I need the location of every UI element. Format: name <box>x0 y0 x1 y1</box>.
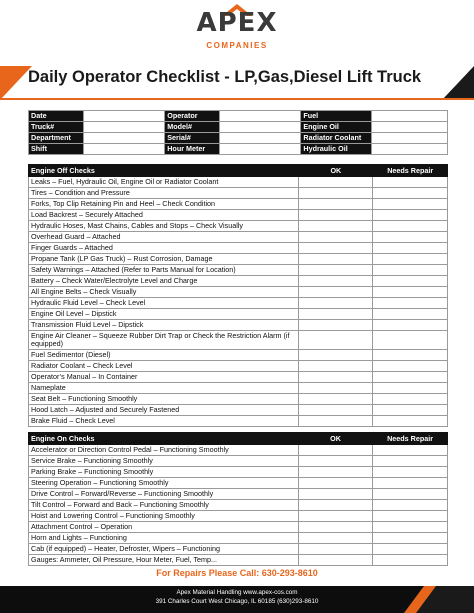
ok-checkbox-cell[interactable] <box>299 210 373 221</box>
ok-checkbox-cell[interactable] <box>299 394 373 405</box>
checklist-item-label: Finger Guards – Attached <box>29 243 299 254</box>
checklist-item-label: Leaks – Fuel, Hydraulic Oil, Engine Oil or Radiator Coolant <box>29 177 299 188</box>
checklist-item-label: Transmission Fluid Level – Dipstick <box>29 320 299 331</box>
info-label: Hydraulic Oil <box>301 144 372 155</box>
info-row <box>29 122 448 133</box>
checklist-row <box>29 350 448 361</box>
needs-repair-checkbox-cell[interactable] <box>373 199 448 210</box>
ok-checkbox-cell[interactable] <box>299 177 373 188</box>
ok-checkbox-cell[interactable] <box>298 533 372 544</box>
checklist-row <box>29 254 448 265</box>
needs-repair-column-header: Needs Repair <box>373 433 448 445</box>
info-entry-field[interactable] <box>372 122 448 133</box>
needs-repair-checkbox-cell[interactable] <box>373 394 448 405</box>
info-label: Model# <box>165 122 219 133</box>
checklist-item-label: Horn and Lights – Functioning <box>29 533 299 544</box>
info-label: Department <box>29 133 84 144</box>
ok-checkbox-cell[interactable] <box>299 383 373 394</box>
checklist-row <box>29 456 448 467</box>
ok-checkbox-cell[interactable] <box>298 489 372 500</box>
needs-repair-checkbox-cell[interactable] <box>373 331 448 350</box>
checklist-row <box>29 416 448 427</box>
ok-checkbox-cell[interactable] <box>299 287 373 298</box>
checklist-row <box>29 320 448 331</box>
checklist-item-label: Tires – Condition and Pressure <box>29 188 299 199</box>
checklist-item-label: Drive Control – Forward/Reverse – Functioning Smoothly <box>29 489 299 500</box>
ok-checkbox-cell[interactable] <box>298 445 372 456</box>
checklist-item-label: Overhead Guard – Attached <box>29 232 299 243</box>
footer-address-line: 391 Charles Court West Chicago, IL 60185 (630)293-8610 <box>155 598 319 605</box>
info-row <box>29 144 448 155</box>
info-label: Radiator Coolant <box>301 133 372 144</box>
info-row <box>29 111 448 122</box>
checklist-item-label: Load Backrest – Securely Attached <box>29 210 299 221</box>
engine-off-header: Engine Off Checks <box>29 165 299 177</box>
checklist-row <box>29 489 448 500</box>
ok-checkbox-cell[interactable] <box>299 298 373 309</box>
ok-checkbox-cell[interactable] <box>299 350 373 361</box>
checklist-item-label: Safety Warnings – Attached (Refer to Parts Manual for Location) <box>29 265 299 276</box>
info-label: Serial# <box>165 133 219 144</box>
engine-on-header: Engine On Checks <box>29 433 299 445</box>
needs-repair-column-header: Needs Repair <box>373 165 448 177</box>
needs-repair-checkbox-cell[interactable] <box>373 265 448 276</box>
checklist-item-label: Service Brake – Functioning Smoothly <box>29 456 299 467</box>
checklist-row <box>29 199 448 210</box>
engine-off-table <box>28 164 448 427</box>
logo-subtitle: COMPANIES <box>206 41 268 50</box>
checklist-item-label: Tilt Control – Forward and Back – Functioning Smoothly <box>29 500 299 511</box>
checklist-row <box>29 467 448 478</box>
info-label: Fuel <box>301 111 372 122</box>
checklist-item-label: Parking Brake – Functioning Smoothly <box>29 467 299 478</box>
info-entry-field[interactable] <box>83 133 165 144</box>
needs-repair-checkbox-cell[interactable] <box>373 298 448 309</box>
checklist-row <box>29 522 448 533</box>
needs-repair-checkbox-cell[interactable] <box>373 533 448 544</box>
needs-repair-checkbox-cell[interactable] <box>373 221 448 232</box>
checklist-row <box>29 445 448 456</box>
logo <box>0 0 474 56</box>
checklist-row <box>29 478 448 489</box>
checklist-row <box>29 511 448 522</box>
needs-repair-checkbox-cell[interactable] <box>373 350 448 361</box>
info-entry-field[interactable] <box>219 133 301 144</box>
needs-repair-checkbox-cell[interactable] <box>373 309 448 320</box>
needs-repair-checkbox-cell[interactable] <box>373 383 448 394</box>
needs-repair-checkbox-cell[interactable] <box>373 276 448 287</box>
info-label: Engine Oil <box>301 122 372 133</box>
checklist-item-label: Fuel Sedimentor (Diesel) <box>29 350 299 361</box>
repair-call-line: For Repairs Please Call: 630-293-8610 <box>156 568 318 578</box>
checklist-row <box>29 276 448 287</box>
needs-repair-checkbox-cell[interactable] <box>373 320 448 331</box>
checklist-row <box>29 533 448 544</box>
needs-repair-checkbox-cell[interactable] <box>373 445 448 456</box>
ok-checkbox-cell[interactable] <box>299 361 373 372</box>
info-entry-field[interactable] <box>372 111 448 122</box>
checklist-row <box>29 361 448 372</box>
ok-checkbox-cell[interactable] <box>299 265 373 276</box>
ok-column-header: OK <box>299 165 373 177</box>
needs-repair-checkbox-cell[interactable] <box>373 500 448 511</box>
needs-repair-checkbox-cell[interactable] <box>373 361 448 372</box>
checklist-row <box>29 372 448 383</box>
checklist-item-label: Operator’s Manual – In Container <box>29 372 299 383</box>
info-label: Truck# <box>29 122 84 133</box>
checklist-row <box>29 188 448 199</box>
checklist-item-label: Nameplate <box>29 383 299 394</box>
checklist-row <box>29 232 448 243</box>
info-label: Operator <box>165 111 219 122</box>
needs-repair-checkbox-cell[interactable] <box>373 210 448 221</box>
checklist-item-label: Steering Operation – Functioning Smoothly <box>29 478 299 489</box>
ok-checkbox-cell[interactable] <box>298 544 372 555</box>
checklist-row <box>29 265 448 276</box>
info-entry-field[interactable] <box>219 144 301 155</box>
checklist-item-label: Attachment Control – Operation <box>29 522 299 533</box>
engine-on-table <box>28 432 448 566</box>
checklist-row <box>29 243 448 254</box>
needs-repair-checkbox-cell[interactable] <box>373 456 448 467</box>
ok-column-header: OK <box>298 433 372 445</box>
info-entry-field[interactable] <box>83 144 165 155</box>
ok-checkbox-cell[interactable] <box>299 254 373 265</box>
ok-checkbox-cell[interactable] <box>299 232 373 243</box>
checklist-item-label: Seat Belt – Functioning Smoothly <box>29 394 299 405</box>
checklist-item-label: Accelerator or Direction Control Pedal – Functioning Smoothly <box>29 445 299 456</box>
checklist-row <box>29 555 448 566</box>
ok-checkbox-cell[interactable] <box>299 331 373 350</box>
checklist-item-label: Gauges: Ammeter, Oil Pressure, Hour Meter, Fuel, Temp... <box>29 555 299 566</box>
ok-checkbox-cell[interactable] <box>298 522 372 533</box>
ok-checkbox-cell[interactable] <box>299 372 373 383</box>
needs-repair-checkbox-cell[interactable] <box>373 555 448 566</box>
ok-checkbox-cell[interactable] <box>298 555 372 566</box>
checklist-row <box>29 221 448 232</box>
ok-checkbox-cell[interactable] <box>298 511 372 522</box>
checklist-item-label: Cab (if equipped) – Heater, Defroster, Wipers – Functioning <box>29 544 299 555</box>
checklist-row <box>29 287 448 298</box>
checklist-row <box>29 331 448 350</box>
info-entry-field[interactable] <box>372 144 448 155</box>
info-label: Shift <box>29 144 84 155</box>
needs-repair-checkbox-cell[interactable] <box>373 478 448 489</box>
checklist-row <box>29 177 448 188</box>
checklist-item-label: Engine Oil Level – Dipstick <box>29 309 299 320</box>
ok-checkbox-cell[interactable] <box>299 276 373 287</box>
checklist-item-label: Brake Fluid – Check Level <box>29 416 299 427</box>
needs-repair-checkbox-cell[interactable] <box>373 254 448 265</box>
needs-repair-checkbox-cell[interactable] <box>373 177 448 188</box>
page-title: Daily Operator Checklist - LP,Gas,Diesel Lift Truck <box>28 68 422 86</box>
info-entry-field[interactable] <box>83 111 165 122</box>
ok-checkbox-cell[interactable] <box>299 221 373 232</box>
info-row <box>29 133 448 144</box>
checklist-item-label: Battery – Check Water/Electrolyte Level and Charge <box>29 276 299 287</box>
ok-checkbox-cell[interactable] <box>299 309 373 320</box>
checklist-item-label: Radiator Coolant – Check Level <box>29 361 299 372</box>
checklist-item-label: Engine Air Cleaner – Squeeze Rubber Dirt Trap or Check the Restriction Alarm (if equipped) <box>29 331 299 350</box>
checklist-item-label: Hydraulic Hoses, Mast Chains, Cables and Stops – Check Visually <box>29 221 299 232</box>
needs-repair-checkbox-cell[interactable] <box>373 489 448 500</box>
needs-repair-checkbox-cell[interactable] <box>373 372 448 383</box>
info-label: Date <box>29 111 84 122</box>
checklist-row <box>29 210 448 221</box>
needs-repair-checkbox-cell[interactable] <box>373 243 448 254</box>
ok-checkbox-cell[interactable] <box>299 188 373 199</box>
ok-checkbox-cell[interactable] <box>299 243 373 254</box>
needs-repair-checkbox-cell[interactable] <box>373 522 448 533</box>
info-entry-field[interactable] <box>219 122 301 133</box>
ok-checkbox-cell[interactable] <box>299 405 373 416</box>
ok-checkbox-cell[interactable] <box>298 500 372 511</box>
info-table <box>28 110 448 155</box>
needs-repair-checkbox-cell[interactable] <box>373 232 448 243</box>
needs-repair-checkbox-cell[interactable] <box>373 544 448 555</box>
footer-company-line: Apex Material Handling www.apex-cos.com <box>176 589 298 596</box>
needs-repair-checkbox-cell[interactable] <box>373 511 448 522</box>
checklist-row <box>29 309 448 320</box>
needs-repair-checkbox-cell[interactable] <box>373 188 448 199</box>
checklist-row <box>29 298 448 309</box>
ok-checkbox-cell[interactable] <box>299 199 373 210</box>
needs-repair-checkbox-cell[interactable] <box>373 287 448 298</box>
checklist-row <box>29 383 448 394</box>
info-entry-field[interactable] <box>83 122 165 133</box>
needs-repair-checkbox-cell[interactable] <box>373 467 448 478</box>
needs-repair-checkbox-cell[interactable] <box>373 405 448 416</box>
info-label: Hour Meter <box>165 144 219 155</box>
checklist-item-label: Hydraulic Fluid Level – Check Level <box>29 298 299 309</box>
info-entry-field[interactable] <box>372 133 448 144</box>
checklist-item-label: Hoist and Lowering Control – Functioning Smoothly <box>29 511 299 522</box>
ok-checkbox-cell[interactable] <box>298 467 372 478</box>
checklist-row <box>29 544 448 555</box>
checklist-item-label: Forks, Top Clip Retaining Pin and Heel – Check Condition <box>29 199 299 210</box>
logo-name: APEX <box>196 8 278 38</box>
checklist-row <box>29 405 448 416</box>
checklist-row <box>29 394 448 405</box>
checklist-item-label: Hood Latch – Adjusted and Securely Fastened <box>29 405 299 416</box>
ok-checkbox-cell[interactable] <box>298 456 372 467</box>
needs-repair-checkbox-cell[interactable] <box>373 416 448 427</box>
info-entry-field[interactable] <box>219 111 301 122</box>
checklist-item-label: All Engine Belts – Check Visually <box>29 287 299 298</box>
checklist-row <box>29 500 448 511</box>
ok-checkbox-cell[interactable] <box>299 416 373 427</box>
ok-checkbox-cell[interactable] <box>299 320 373 331</box>
checklist-item-label: Propane Tank (LP Gas Truck) – Rust Corrosion, Damage <box>29 254 299 265</box>
ok-checkbox-cell[interactable] <box>298 478 372 489</box>
